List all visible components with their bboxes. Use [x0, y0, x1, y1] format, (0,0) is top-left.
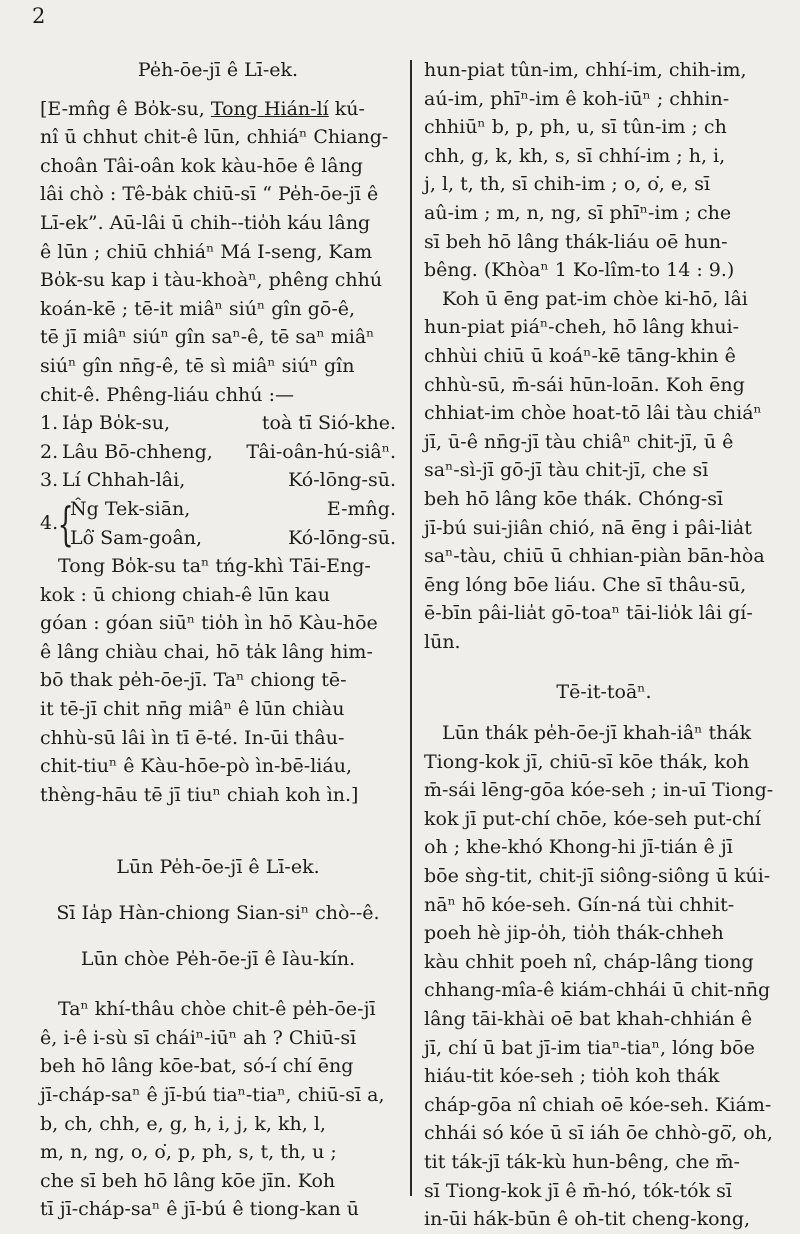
- text-line: Tong Bo̍k-su taⁿ tńg-khì Tāi-Eng-: [58, 555, 371, 578]
- text-line: Lī-ek”. Aū-lâi ū chih--tio̍h káu lâng: [40, 211, 371, 234]
- text-line: ê lūn ; chiū chhiáⁿ Má I-seng, Kam: [40, 240, 373, 263]
- text-line: hiáu-tit kóe-seh ; tio̍h koh thák: [424, 1065, 720, 1088]
- list-item: 1. Ia̍p Bo̍k-su, toà tī Sió-khe.: [40, 412, 396, 435]
- text-line: jī-bú sui-jiân chió, nā ēng i pâi-lia̍t: [424, 516, 752, 539]
- left-column: [40, 56, 396, 1224]
- text-line: hun-piat tûn-im, chhí-im, chih-im,: [424, 59, 747, 81]
- text-line: Taⁿ khí-thâu chòe chit-ê pe̍h-ōe-jī: [58, 998, 376, 1021]
- text-line: lūn.: [424, 630, 461, 653]
- text-line: chhù-sū lâi ìn tī ē-té. In-ūi thâu-: [40, 726, 345, 749]
- text-line: beh hō lâng kōe-bat, só-í chí ēng: [40, 1055, 354, 1078]
- column-divider: [410, 60, 412, 1196]
- text-line: sī beh hō lâng thák-liáu oē hun-: [424, 230, 728, 253]
- right-column: [424, 56, 784, 1234]
- text-line: bêng. (Khòaⁿ 1 Ko-lîm-to 14 : 9.): [424, 259, 735, 282]
- text-line: chit-tiuⁿ ê Kàu-hōe-pò ìn-bē-liáu,: [40, 755, 352, 778]
- section-title: Tē-it-toāⁿ.: [556, 681, 652, 704]
- text-line: saⁿ-sì-jī gō-jī tàu chit-jī, che sī: [424, 459, 709, 482]
- text-line: siúⁿ gîn nn̄g-ê, tē sì miâⁿ siúⁿ gîn: [40, 354, 355, 377]
- text-line: chhái só kóe ū sī iáh ōe chhò-gō͘, oh,: [424, 1122, 773, 1145]
- text-line: ēng lóng bōe liáu. Che sī thâu-sū,: [424, 573, 747, 596]
- text-line: sī Tiong-kok jī ê m̄-hó, tók-tók sī: [424, 1179, 732, 1202]
- text-line: che sī beh hō lâng kōe jīn. Koh: [40, 1169, 336, 1192]
- text-line: tī jī-cháp-saⁿ ê jī-bú ê tiong-kan ū: [40, 1198, 359, 1221]
- text-line: nāⁿ hō kóe-seh. Gín-ná tùi chhit-: [424, 893, 735, 916]
- text-line: kàu chhit poeh nî, cháp-lâng tiong: [424, 950, 754, 973]
- text-line: chhù-sū, m̄-sái hūn-loān. Koh ēng: [424, 373, 745, 396]
- text-line: aû-im ; m, n, ng, sī phīⁿ-im ; che: [424, 201, 732, 224]
- text-line: chhiūⁿ b, p, ph, u, sī tûn-im ; ch: [424, 116, 727, 139]
- brace-line: Lô͘ Sam-goân, Kó-lōng-sū.: [70, 526, 396, 549]
- body-text: [424, 719, 784, 1234]
- closing-text: [40, 552, 396, 809]
- text-line: Lūn thák pe̍h-ōe-jī khah-iâⁿ thák: [442, 722, 752, 745]
- text-line: ē-bīn pâi-lia̍t gō-toaⁿ tāi-lio̍k lâi gí-: [424, 602, 753, 625]
- text-line: Tiong-kok jī, chiū-sī kōe thák, koh: [424, 750, 750, 773]
- text-line: choân Tâi-oân kok kàu-hōe ê lâng: [40, 154, 363, 177]
- underlined-name: Tong Hián-lí: [210, 97, 329, 120]
- preface-text: [40, 95, 396, 410]
- body-text: [40, 995, 396, 1224]
- author-line: Sī Ia̍p Hàn-chiong Sian-siⁿ chò--ê.: [56, 902, 380, 925]
- text-line: j, l, t, th, sī chih-im ; o, o͘, e, sī: [424, 173, 711, 196]
- text-line: [E-mn̂g ê Bo̍k-su, Tong Hián-lí kú-: [40, 97, 365, 120]
- list-item: 3. Lí Chhah-lâi, Kó-lōng-sū.: [40, 469, 396, 492]
- paragraph-2: [424, 285, 784, 657]
- continued-text: [424, 56, 784, 285]
- brace-line: N̂g Tek-siān, E-mn̂g.: [70, 497, 396, 520]
- list-item: 2. Lâu Bō-chheng, Tâi-oân-hú-siâⁿ.: [40, 440, 396, 463]
- text-line: koán-kē ; tē-it miâⁿ siúⁿ gîn gō-ê,: [40, 297, 356, 320]
- text-line: saⁿ-tàu, chiū ū chhian-piàn bān-hòa: [424, 545, 765, 568]
- text-line: beh hō lâng kōe thák. Chóng-sī: [424, 487, 724, 510]
- text-line: lâi chò : Tê-ba̍k chiū-sī “ Pe̍h-ōe-jī ê: [40, 183, 379, 206]
- text-line: thèng-hāu tē jī tiuⁿ chiah koh ìn.]: [40, 783, 359, 806]
- text-line: jī, ū-ê nn̄g-jī tàu chiâⁿ chit-jī, ū ê: [424, 430, 734, 453]
- text-line: chhiat-im chòe hoat-tō lâi tàu chiáⁿ: [424, 402, 762, 425]
- text-line: kok : ū chiong chiah-ê lūn kau: [40, 583, 330, 606]
- subsection-title: Lūn chòe Pe̍h-ōe-jī ê Iàu-kín.: [80, 947, 356, 970]
- section-title: Lūn Pe̍h-ōe-jī ê Lī-ek.: [116, 856, 320, 879]
- text-line: Koh ū ēng pat-im chòe ki-hō, lâi: [442, 287, 748, 310]
- text-line: chh, g, k, kh, s, sī chhí-im ; h, i,: [424, 144, 726, 167]
- text-line: m, n, ng, o, o͘, p, ph, s, t, th, u ;: [40, 1141, 337, 1164]
- page-number: 2: [32, 4, 46, 28]
- list-item: 4. { N̂g Tek-siān, E-mn̂g. Lô͘ Sam-goân, Kó-lōng-sū.: [40, 496, 396, 551]
- text-line: tit ták-jī ták-kù hun-bêng, che m̄-: [424, 1150, 740, 1173]
- text-line: jī-cháp-saⁿ ê jī-bú tiaⁿ-tiaⁿ, chiū-sī a,: [40, 1084, 385, 1106]
- text-line: aú-im, phīⁿ-im ê koh-iūⁿ ; chhin-: [424, 87, 730, 110]
- article-title: Pe̍h-ōe-jī ê Lī-ek.: [137, 59, 299, 81]
- text-line: oh ; khe-khó Khong-hi jī-tián ê jī: [424, 836, 733, 859]
- text-line: nî ū chhut chit-ê lūn, chhiáⁿ Chiang-: [40, 126, 389, 149]
- text-line: chit-ê. Phêng-liáu chhú :—: [40, 383, 294, 406]
- text-line: bō thak pe̍h-ōe-jī. Taⁿ chiong tē-: [40, 669, 347, 692]
- text-line: b, ch, chh, e, g, h, i, j, k, kh, l,: [40, 1112, 326, 1135]
- text-line: m̄-sái lēng-gōa kóe-seh ; in-uī Tiong-: [424, 779, 774, 802]
- text-line: góan : góan siūⁿ tio̍h ìn hō Kàu-hōe: [40, 612, 378, 635]
- text-line: jī, chí ū bat jī-im tiaⁿ-tiaⁿ, lóng bōe: [424, 1036, 755, 1059]
- text-line: tē jī miâⁿ siúⁿ gîn saⁿ-ê, tē saⁿ miâⁿ: [40, 326, 375, 349]
- text-line: bōe sǹg-tit, chit-jī siông-siông ū kúi-: [424, 865, 771, 888]
- text-line: Bo̍k-su kap i tàu-khoàⁿ, phêng chhú: [40, 269, 383, 292]
- text-line: ê, i-ê i-sù sī cháiⁿ-iūⁿ ah ? Chiū-sī: [40, 1026, 357, 1049]
- text-line: in-ūi hák-būn ê oh-tit cheng-kong,: [424, 1208, 751, 1231]
- text-line: ê lâng chiàu chai, hō ta̍k lâng him-: [40, 640, 373, 663]
- text-line: it tē-jī chit nn̄g miâⁿ ê lūn chiàu: [40, 698, 345, 721]
- text-line: kok jī put-chí chōe, kóe-seh put-chí: [424, 807, 761, 830]
- text-line: poeh hè jip-o̍h, tio̍h thák-chheh: [424, 922, 724, 945]
- text-line: chhùi chiū ū koáⁿ-kē tāng-khin ê: [424, 344, 736, 367]
- text-line: cháp-gōa nî chiah oē kóe-seh. Kiám-: [424, 1093, 772, 1116]
- text-line: chhang-mîa-ê kiám-chhái ū chit-nn̄g: [424, 979, 771, 1002]
- winners-list: [40, 409, 396, 552]
- brace-glyph: {: [57, 496, 74, 551]
- text-line: hun-piat piáⁿ-cheh, hō lâng khui-: [424, 316, 740, 339]
- text-line: lâng tāi-khài oē bat khah-chhián ê: [424, 1008, 753, 1030]
